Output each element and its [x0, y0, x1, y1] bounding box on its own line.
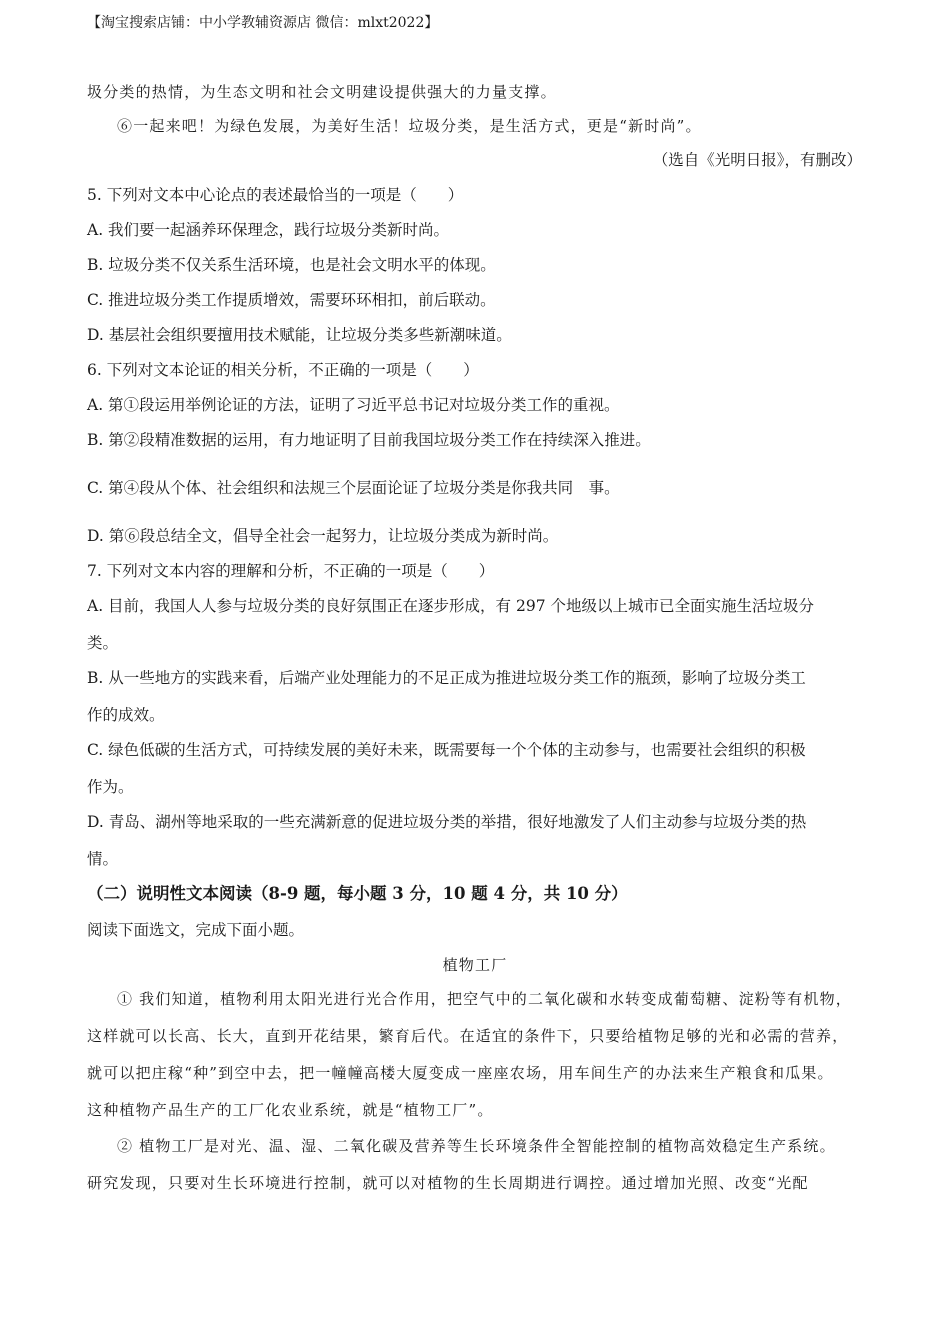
question-6-stem: 6. 下列对文本论证的相关分析，不正确的一项是（ ） — [87, 361, 479, 379]
article-paragraph-line: 就可以把庄稼“种”到空中去，把一幢幢高楼大厦变成一座座农场，用车间生产的办法来生产粮食和瓜果。 — [87, 1064, 834, 1082]
question-5-option-c: C. 推进垃圾分类工作提质增效，需要环环相扣，前后联动。 — [87, 291, 496, 309]
question-5-option-a: A. 我们要一起涵养环保理念，践行垃圾分类新时尚。 — [87, 221, 450, 239]
article-paragraph-line: 研究发现，只要对生长环境进行控制，就可以对植物的生长周期进行调控。通过增加光照、改变“光配 — [87, 1174, 809, 1192]
passage-line: 圾分类的热情，为生态文明和社会文明建设提供强大的力量支撑。 — [87, 83, 557, 101]
article-paragraph-line: ② 植物工厂是对光、温、湿、二氧化碳及营养等生长环境条件全智能控制的植物高效稳定生产系统。 — [117, 1137, 836, 1155]
question-5-option-b: B. 垃圾分类不仅关系生活环境，也是社会文明水平的体现。 — [87, 256, 496, 274]
question-7-stem: 7. 下列对文本内容的理解和分析，不正确的一项是（ ） — [87, 562, 495, 580]
question-7-option-d: D. 青岛、湖州等地采取的一些充满新意的促进垃圾分类的举措，很好地激发了人们主动参与垃圾分类的热 — [87, 813, 807, 831]
reading-instruction: 阅读下面选文，完成下面小题。 — [87, 921, 305, 939]
article-paragraph-line: 这样就可以长高、长大，直到开花结果，繁育后代。在适宜的条件下，只要给植物足够的光和必需的营养， — [87, 1027, 849, 1045]
question-7-option-c: C. 绿色低碳的生活方式，可持续发展的美好未来，既需要每一个个体的主动参与，也需要社会组织的积极 — [87, 741, 806, 759]
question-6-option-d: D. 第⑥段总结全文，倡导全社会一起努力，让垃圾分类成为新时尚。 — [87, 527, 559, 545]
question-6-option-c: C. 第④段从个体、社会组织和法规三个层面论证了垃圾分类是你我共同 事。 — [87, 479, 620, 497]
question-5-option-d: D. 基层社会组织要擅用技术赋能，让垃圾分类多些新潮味道。 — [87, 326, 512, 344]
article-paragraph-line: ① 我们知道，植物利用太阳光进行光合作用，把空气中的二氧化碳和水转变成葡萄糖、淀粉等有机物， — [117, 990, 852, 1008]
question-7-option-b-cont: 作的成效。 — [87, 706, 165, 724]
article-title: 植物工厂 — [442, 956, 508, 974]
article-paragraph-line: 这种植物产品生产的工厂化农业系统，就是“植物工厂”。 — [87, 1101, 494, 1119]
question-7-option-a-cont: 类。 — [87, 634, 119, 652]
question-5-stem: 5. 下列对文本中心论点的表述最恰当的一项是（ ） — [87, 186, 464, 204]
question-6-option-a: A. 第①段运用举例论证的方法，证明了习近平总书记对垃圾分类工作的重视。 — [87, 396, 620, 414]
question-7-option-a: A. 目前，我国人人参与垃圾分类的良好氛围正在逐步形成，有 297 个地级以上城市已全面实施生活垃圾分 — [87, 597, 814, 615]
question-6-option-b: B. 第②段精准数据的运用，有力地证明了目前我国垃圾分类工作在持续深入推进。 — [87, 431, 651, 449]
question-7-option-d-cont: 情。 — [87, 850, 119, 868]
passage-line: ⑥一起来吧！为绿色发展，为美好生活！垃圾分类，是生活方式，更是“新时尚”。 — [117, 117, 702, 135]
source-citation: （选自《光明日报》，有删改） — [652, 151, 862, 169]
question-7-option-b: B. 从一些地方的实践来看，后端产业处理能力的不足正成为推进垃圾分类工作的瓶颈，影响了垃圾分类工 — [87, 669, 806, 687]
question-7-option-c-cont: 作为。 — [87, 778, 134, 796]
page-header: 【淘宝搜索店铺：中小学教辅资源店 微信：mlxt2022】 — [87, 15, 439, 31]
section-heading: （二）说明性文本阅读（8-9 题，每小题 3 分，10 题 4 分，共 10 分） — [87, 884, 628, 903]
